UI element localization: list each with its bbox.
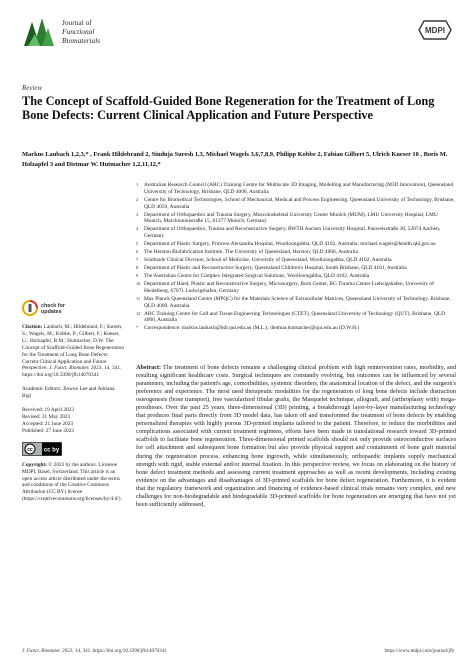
affiliation-item	[136, 182, 456, 196]
affiliation-number: 2	[136, 196, 139, 202]
check-updates-icon	[22, 300, 38, 318]
revised-date: Revised: 31 May 2023	[22, 413, 71, 420]
citation-text: Laubach, M.; Hildebrand, F.; Suresh, S.; Wagels, M.; Kobbe, P.; Gilbert, F.; Kneser, U.; Holzapfel, B.M.; Hutmacher, D.W. The Concept of Scaffold-Guided Bone Regeneration for the Treatment of Long Bone Defects: Current Clinical Application and Future Perspective.	[22, 324, 124, 372]
affiliation-item	[136, 212, 456, 226]
dates-block	[22, 407, 124, 435]
footer-citation	[22, 648, 167, 654]
editors-block: Academic Editors: Jinwoo Lee and Adriana Bigi	[22, 386, 115, 400]
affiliation-item	[136, 257, 456, 264]
cc-badge-text: cc by	[43, 447, 60, 454]
affiliation-item	[136, 311, 456, 325]
abstract-label: Abstract:	[136, 364, 162, 371]
page-footer	[22, 648, 454, 654]
affiliation-text: Centre for Biomedical Technologies, School of Mechanical, Medical and Process Engineering, Queensland University of Technology, Brisbane, QLD 4059, Australia	[144, 196, 455, 210]
received-date: Received: 19 April 2023	[22, 407, 74, 414]
affiliation-number: 8	[136, 265, 139, 271]
copyright-text: © 2023 by the authors. Licensee MDPI, Basel, Switzerland. This article is an open access article distributed under the terms and conditions of the Creative Commons Attribution (CC BY) license (https://creativecommons.org/licenses/by/4.0/).	[22, 461, 122, 503]
affiliation-item	[136, 249, 456, 256]
cc-by-icon	[22, 442, 62, 456]
affiliation-item	[136, 296, 456, 310]
journal-header	[22, 14, 452, 54]
affiliation-text: The Herston Biofabrication Institute, The University of Queensland, Herston, QLD 4006, Australia	[144, 249, 358, 256]
citation-label: Citation:	[22, 324, 43, 330]
affiliation-item	[136, 197, 456, 211]
affiliation-number: 7	[136, 257, 139, 263]
affiliation-number: 6	[136, 249, 139, 255]
journal-name-line2: Functional	[62, 27, 95, 36]
cc-license-badge[interactable]	[22, 442, 124, 456]
journal-name-line3: Biomaterials	[62, 36, 101, 45]
journal-logo-icon	[22, 16, 56, 48]
affiliation-number: 11	[136, 295, 141, 301]
check-updates-line1: check for	[41, 303, 65, 309]
published-date: Published: 27 June 2023	[22, 427, 74, 434]
journal-name	[62, 18, 100, 45]
abstract-text: The treatment of bone defects remains a challenging clinical problem with high reintervention rates, morbidity, and resulting significant healthcare costs. Surgical techniques are constantly evolving, but outcomes can be influenced by several parameters, including the patient's age, comorbidities, systemic disorders, the anatomical location of the defect, and the surgeon's preference and experience. The most used therapeutic modalities for the regeneration of long bone defects include distraction osteogenesis (bone transport), free vascularized fibular grafts, the Masquelet technique, allograft, and (arthroplasty with) mega-prostheses. Over the past 25 years, three-dimensional (3D) printing, a breakthrough layer-by-layer manufacturing technology that produces final parts directly from 3D model data, has taken off and transformed the treatment of bone defects by enabling personalized therapies with highly porous 3D-printed implants tailored to the patient. Therefore, to reduce the morbidities and complications associated with current treatment regimens, efforts have been made in translational research toward 3D-printed scaffolds to facilitate bone regeneration. Three-dimensional printed scaffolds should not only provide osteoconductive surfaces for cell attachment and subsequent bone formation but also provide physical support and containment of bone graft material during the regeneration process, enhancing bone ingrowth, while simultaneously, orthopaedic implants supply mechanical strength with rigid, stable external and/or internal fixation. In this perspective review, we focus on elaborating on the history of bone defect treatment methods and assessing current treatment approaches as well as recent developments, including existing evidence on the advantages and disadvantages of 3D-printed scaffolds for bone defect regeneration. Furthermore, it is evident that the regulatory framework and organization and financing of evidence-based clinical trials remains very complex, and new challenges for non-biodegradable and biodegradable 3D-printed scaffolds for bone regeneration are emerging that have not yet been sufficiently addressed,	[136, 364, 456, 508]
affiliation-number: 12	[136, 310, 141, 316]
affiliation-text: Department of Hand, Plastic and Reconstructive Surgery, Microsurgery, Burn Center, BG Trauma Center Ludwigshafen, University of Heidelberg, 67071 Ludwigshafen, Germany	[144, 281, 434, 294]
abstract-section	[136, 364, 456, 509]
affiliation-number: 5	[136, 241, 139, 247]
correspondence-marker: *	[136, 325, 139, 331]
affiliation-item	[136, 273, 456, 280]
check-for-updates-button[interactable]	[22, 300, 124, 318]
affiliation-text: Max Planck Queensland Centre (MPQC) for the Materials Science of Extracellular Matrices, Queensland University of Technology, Brisbane, QLD 4000, Australia	[144, 295, 451, 309]
accepted-date: Accepted: 21 June 2023	[22, 420, 74, 427]
affiliation-item	[136, 226, 456, 240]
affiliation-text: Department of Orthopaedics, Trauma and Reconstructive Surgery, RWTH Aachen University Hospital, Pauwelsstraße 30, 52074 Aachen, Germany	[144, 226, 441, 240]
correspondence-item	[136, 325, 456, 332]
mdpi-logo-text: MDPI	[425, 26, 445, 35]
affiliation-item	[136, 281, 456, 295]
affiliation-number: 10	[136, 281, 141, 287]
check-updates-line2: updates	[41, 309, 62, 315]
affiliation-text: Department of Plastic and Reconstructive Surgery, Queensland Children's Hospital, South Brisbane, QLD 4101, Australia	[144, 265, 407, 272]
affiliation-text: Department of Plastic Surgery, Princess Alexandra Hospital, Woolloongabba, QLD 4102, Australia; michael.wagels@health.qld.gov.au	[144, 241, 436, 248]
affiliation-text: Australian Research Council (ARC) Training Centre for Multiscale 3D Imaging, Modelling and Manufacturing (M3D Innovation), Queensland University of Technology, Brisbane, QLD 4000, Australia	[144, 182, 454, 195]
correspondence-text: Correspondence: markus.laubach@hdr.qut.edu.au (M.L.); dietmar.hutmacher@qut.edu.au (D.W.H.)	[144, 325, 360, 332]
citation-block	[22, 324, 124, 379]
affiliation-item	[136, 265, 456, 272]
svg-text:cc: cc	[27, 446, 33, 453]
affiliation-text: The Australian Centre for Complex Integrated Surgical Solutions, Woolloongabba, QLD 4102, Australia	[144, 273, 370, 280]
affiliation-text: Southside Clinical Division, School of Medicine, University of Queensland, Woolloongabba, QLD 4102, Australia	[144, 257, 392, 264]
affiliation-item	[136, 241, 456, 248]
affiliation-number: 9	[136, 273, 139, 279]
affiliation-text: Department of Orthopaedics and Trauma Surgery, Musculoskeletal University Center Munich (MUM), LMU University Hospital, LMU Munich, Marchioninistraße 15, 81377 Munich, Germany	[144, 211, 438, 225]
affiliation-number: 3	[136, 211, 139, 217]
affiliations-list	[136, 182, 456, 333]
citation-doi-link[interactable]: 2023, 14, 341. https://doi.org/10.3390/jfb14070341	[22, 365, 122, 379]
journal-name-line1: Journal of	[62, 18, 92, 27]
affiliation-number: 4	[136, 226, 139, 232]
article-sidebar	[22, 300, 124, 510]
article-type: Review	[22, 84, 43, 92]
footer-doi-link[interactable]: 2023, 14, 341. https://doi.org/10.3390/jfb14070341	[62, 648, 167, 654]
copyright-block	[22, 462, 124, 503]
footer-journal-url-link[interactable]: https://www.mdpi.com/journal/jfb	[384, 648, 454, 654]
check-updates-label	[41, 303, 65, 315]
footer-journal: J. Funct. Biomater.	[22, 648, 61, 654]
copyright-label: Copyright:	[22, 461, 48, 468]
affiliation-number: 1	[136, 182, 139, 187]
mdpi-logo-icon	[418, 20, 452, 40]
author-list: Markus Laubach 1,2,3,* , Frank Hildebrand 2, Sinduja Suresh 1,3, Michael Wagels 3,6,7,8,9, Philipp Kobbe 2, Fabian Gilbert 5, Ulrich Kneser 10 , Boris M. Holzapfel 3 and Dietmar W. Hutmacher 1,2,11,12,*	[22, 151, 448, 168]
affiliation-text: ARC Training Centre for Cell and Tissue Engineering Technologies (CTET), Queensland University of Technology (QUT), Brisbane, QLD 4000, Australia	[144, 310, 446, 324]
article-title: The Concept of Scaffold-Guided Bone Regeneration for the Treatment of Long Bone Defects: Current Clinical Application and Future Perspective	[22, 94, 435, 122]
citation-journal: J. Funct. Biomater.	[49, 365, 90, 372]
